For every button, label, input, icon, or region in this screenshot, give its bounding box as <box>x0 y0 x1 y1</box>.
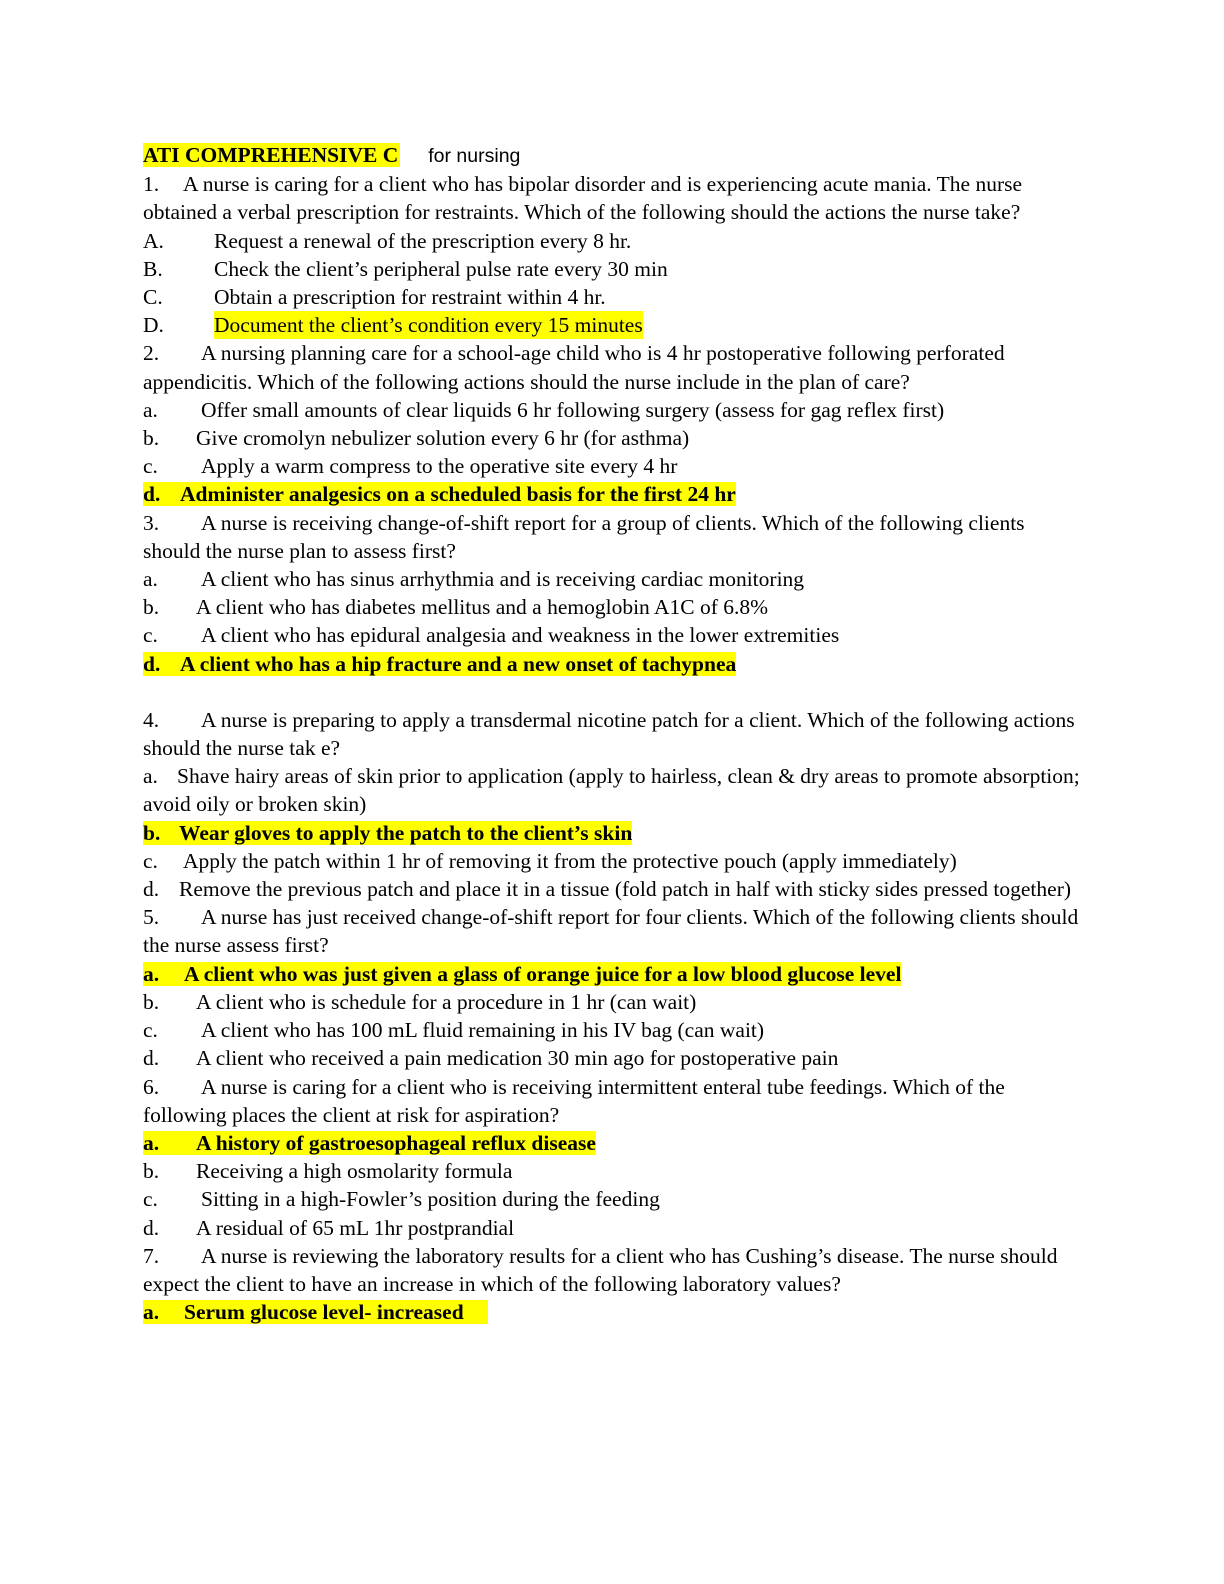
option-answer-highlight <box>143 962 901 986</box>
option-2b <box>143 424 1083 452</box>
question-text: A nursing planning care for a school-age child who is 4 hr postoperative following perforated appendicitis. Which of the following actions should the nurse include in the plan of care? <box>143 341 1005 394</box>
option-label: A. <box>143 228 164 253</box>
option-label: c. <box>143 1018 158 1043</box>
option-answer-highlight <box>143 821 632 845</box>
option-text: Check the client’s peripheral pulse rate every 30 min <box>214 256 668 281</box>
option-3c <box>143 621 1083 649</box>
option-6c <box>143 1185 1083 1213</box>
option-label: a. <box>143 397 158 422</box>
option-label: B. <box>143 256 163 281</box>
option-label: b. <box>143 1159 160 1184</box>
option-1c <box>143 283 1083 311</box>
option-5a-answer <box>143 960 1083 988</box>
option-5b <box>143 988 1083 1016</box>
option-2a <box>143 396 1083 424</box>
question-number: 2. <box>143 341 160 366</box>
question-text: A nurse is receiving change-of-shift report for a group of clients. Which of the following clients should the nurse plan to assess first? <box>143 510 1025 563</box>
question-7 <box>143 1242 1083 1298</box>
option-4b-answer <box>143 819 1083 847</box>
option-text: A client who has sinus arrhythmia and is receiving cardiac monitoring <box>201 567 805 592</box>
option-label: b. <box>143 426 160 451</box>
question-number: 1. <box>143 172 160 197</box>
option-text: A client who was just given a glass of orange juice for a low blood glucose level <box>184 961 902 986</box>
option-text: Receiving a high osmolarity formula <box>196 1159 513 1184</box>
option-text: Remove the previous patch and place it in a tissue (fold patch in half with sticky sides pressed together) <box>179 877 1072 902</box>
option-6a-answer <box>143 1129 1083 1157</box>
option-text: A client who is schedule for a procedure in 1 hr (can wait) <box>196 989 697 1014</box>
option-6d <box>143 1214 1083 1242</box>
option-text: A residual of 65 mL 1hr postprandial <box>196 1215 515 1240</box>
document-subtitle: for nursing <box>428 145 521 167</box>
question-number: 4. <box>143 707 160 732</box>
option-label: a. <box>143 764 158 789</box>
option-label: b. <box>143 820 161 845</box>
option-label: a. <box>143 1300 160 1325</box>
option-label: a. <box>143 567 158 592</box>
option-7a-answer <box>143 1298 1083 1326</box>
option-2c <box>143 452 1083 480</box>
option-4d <box>143 875 1083 903</box>
option-text: A client who has epidural analgesia and weakness in the lower extremities <box>201 623 840 648</box>
option-text: Request a renewal of the prescription every 8 hr. <box>214 228 632 253</box>
option-1a <box>143 227 1083 255</box>
option-label: D. <box>143 313 164 338</box>
option-label: c. <box>143 623 158 648</box>
option-label: a. <box>143 1130 160 1155</box>
document-header <box>143 141 1083 170</box>
option-label: d. <box>143 482 161 507</box>
option-text: A history of gastroesophageal reflux disease <box>196 1130 596 1155</box>
option-2d-answer <box>143 480 1083 508</box>
option-4c <box>143 847 1083 875</box>
option-text: A client who has a hip fracture and a new onset of tachypnea <box>180 651 737 676</box>
question-2 <box>143 339 1083 395</box>
option-text: Sitting in a high-Fowler’s position during the feeding <box>201 1187 660 1212</box>
question-text: A nurse is caring for a client who has bipolar disorder and is experiencing acute mania. The nurse obtained a verbal prescription for restraints. Which of the following should the actions the nurse take? <box>143 172 1023 225</box>
option-4a <box>143 762 1083 818</box>
option-1b <box>143 255 1083 283</box>
question-text: A nurse is preparing to apply a transdermal nicotine patch for a client. Which of the following actions should the nurse tak e? <box>143 707 1075 761</box>
option-5d <box>143 1044 1083 1072</box>
option-label: c. <box>143 454 158 479</box>
question-5 <box>143 903 1083 959</box>
option-label: a. <box>143 961 160 986</box>
question-4 <box>143 706 1083 762</box>
option-text: Apply the patch within 1 hr of removing it from the protective pouch (apply immediately) <box>183 848 957 873</box>
question-text: A nurse has just received change-of-shift report for four clients. Which of the following clients should the nurse assess first? <box>143 905 1079 958</box>
option-text: A client who has 100 mL fluid remaining in his IV bag (can wait) <box>201 1018 765 1043</box>
option-text: Wear gloves to apply the patch to the client’s skin <box>179 820 633 845</box>
option-label: d. <box>143 1215 160 1240</box>
option-text: Give cromolyn nebulizer solution every 6 hr (for asthma) <box>196 426 690 451</box>
question-1 <box>143 170 1083 226</box>
question-number: 3. <box>143 510 160 535</box>
option-1d-answer <box>143 311 1083 339</box>
option-answer-highlight <box>143 482 736 506</box>
option-label: b. <box>143 989 160 1014</box>
option-text: Offer small amounts of clear liquids 6 hr following surgery (assess for gag reflex first) <box>201 397 945 422</box>
option-3a <box>143 565 1083 593</box>
option-6b <box>143 1157 1083 1185</box>
question-number: 5. <box>143 905 160 930</box>
question-text: A nurse is reviewing the laboratory results for a client who has Cushing’s disease. The nurse should expect the client to have an increase in which of the following laboratory values? <box>143 1243 1058 1296</box>
option-label: C. <box>143 285 163 310</box>
option-label: d. <box>143 1046 160 1071</box>
option-label: d. <box>143 877 160 902</box>
option-text: A client who received a pain medication 30 min ago for postoperative pain <box>196 1046 839 1071</box>
question-text: A nurse is caring for a client who is receiving intermittent enteral tube feedings. Which of the following places the client at risk for aspiration? <box>143 1074 1005 1127</box>
option-answer-highlight <box>143 1300 488 1324</box>
option-text: Obtain a prescription for restraint within 4 hr. <box>214 285 606 310</box>
option-label: c. <box>143 848 158 873</box>
question-number: 7. <box>143 1243 160 1268</box>
question-6 <box>143 1073 1083 1129</box>
option-label: d. <box>143 651 161 676</box>
option-text: A client who has diabetes mellitus and a hemoglobin A1C of 6.8% <box>196 595 769 620</box>
option-text: Shave hairy areas of skin prior to application (apply to hairless, clean & dry areas to promote absorption; avoid oily or broken skin) <box>143 764 1080 817</box>
question-number: 6. <box>143 1074 160 1099</box>
option-3b <box>143 593 1083 621</box>
option-3d-answer <box>143 650 1083 678</box>
option-answer-highlight <box>143 652 736 676</box>
option-answer-highlight <box>143 1131 596 1155</box>
option-text: Document the client’s condition every 15 minutes <box>214 311 643 339</box>
document-title: ATI COMPREHENSIVE C <box>143 143 399 167</box>
option-5c <box>143 1016 1083 1044</box>
question-3 <box>143 509 1083 565</box>
option-label: c. <box>143 1187 158 1212</box>
option-text: Administer analgesics on a scheduled basis for the first 24 hr <box>180 482 736 507</box>
blank-line <box>143 678 1083 706</box>
document-page <box>143 141 1083 1326</box>
option-text: Apply a warm compress to the operative site every 4 hr <box>201 454 678 479</box>
option-text: Serum glucose level- increased <box>184 1300 464 1325</box>
option-label: b. <box>143 595 160 620</box>
